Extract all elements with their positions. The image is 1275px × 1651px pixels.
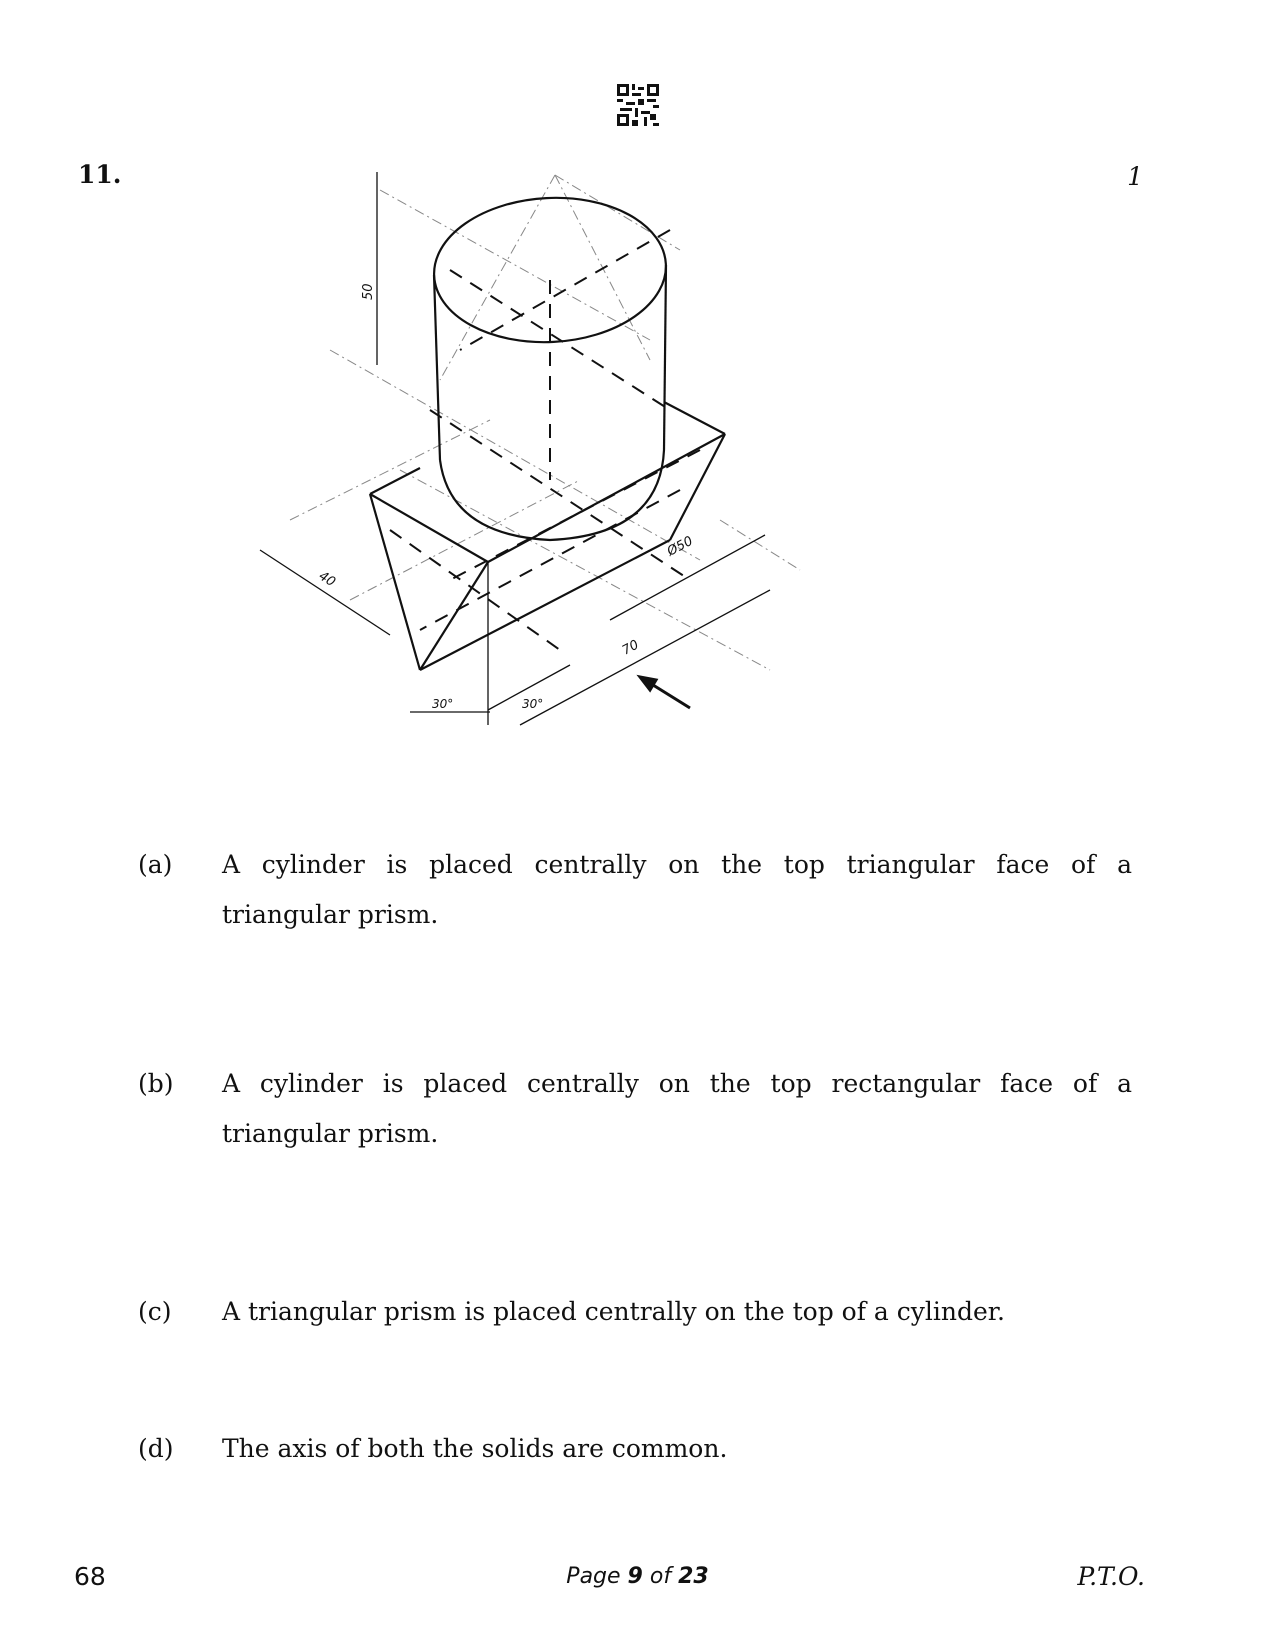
option-label: (a) [138,850,173,879]
page-total: 23 [678,1564,709,1589]
option-text: A cylinder is placed centrally on the top rectangular face of a [222,1069,1132,1098]
option-text: The axis of both the solids are common. [222,1434,728,1463]
option-text: A cylinder is placed centrally on the top triangular face of a [222,850,1132,879]
option-text-cont: triangular prism. [222,900,439,929]
option-label: (d) [138,1434,174,1463]
question-number: 11. [78,160,122,189]
page-prefix: Page [566,1564,628,1589]
option-label: (c) [138,1297,172,1326]
qr-code [617,84,659,126]
dim-label-length: 70 [619,637,642,659]
dim-label-height: 50 [361,283,376,300]
page-current: 9 [627,1564,643,1589]
page-of: of [642,1564,679,1589]
option-label: (b) [138,1069,174,1098]
angle-label-right: 30° [522,697,544,711]
pto-label: P.T.O. [1077,1562,1145,1591]
dimension-lines [260,172,770,770]
axis-lines [390,230,700,650]
angle-label-left: 30° [432,697,454,711]
view-arrow [640,677,690,708]
isometric-drawing [250,150,830,770]
construction-lines [290,175,800,670]
option-text-cont: triangular prism. [222,1119,439,1148]
triangular-prism [370,402,725,670]
question-marks: 1 [1127,162,1143,191]
cylinder [430,192,669,540]
dim-label-diameter: Ø50 [664,533,696,560]
dim-label-width: 40 [315,568,338,591]
paper-code: 68 [74,1562,106,1591]
option-text: A triangular prism is placed centrally on the top of a cylinder. [222,1297,1005,1326]
